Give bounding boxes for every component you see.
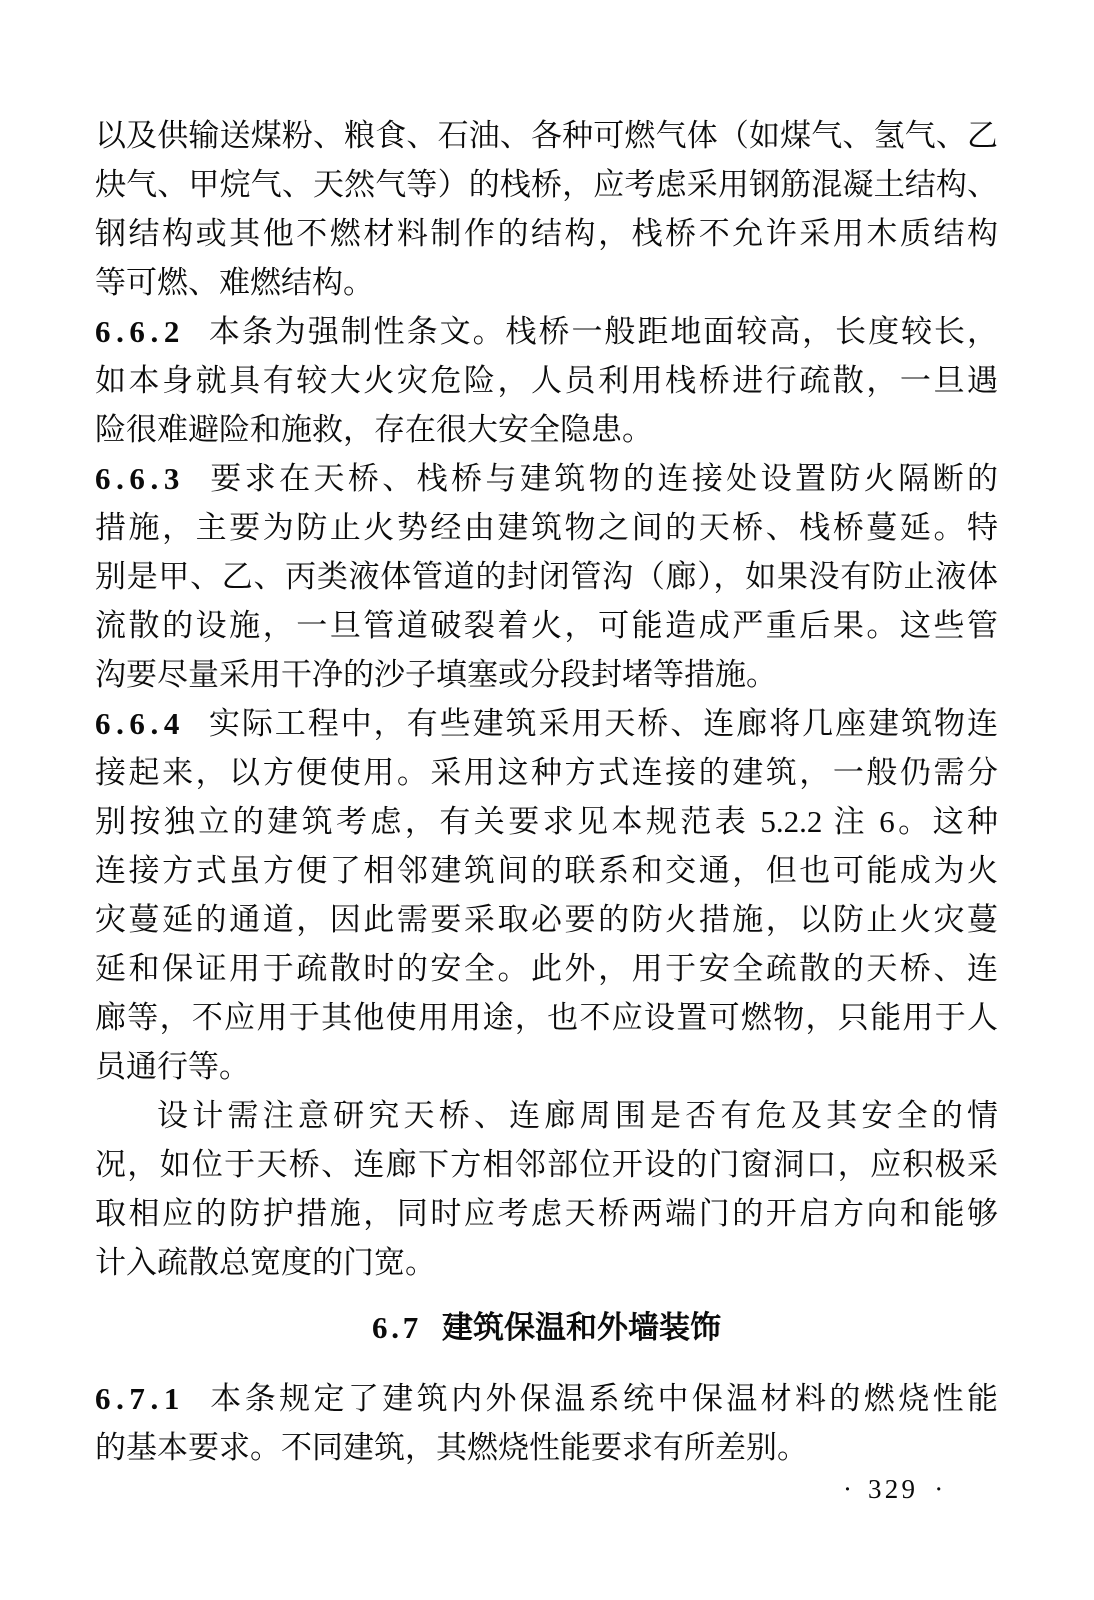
text-block <box>95 111 998 1472</box>
text-run: 建筑保温和外墙装饰 <box>441 1310 721 1345</box>
text-line: 计入疏散总宽度的门宽。 <box>95 1245 436 1280</box>
text-line: 以及供输送煤粉、粮食、石油、各种可燃气体（如煤气、氢气、乙 <box>95 118 998 153</box>
text-line: 措施，主要为防止火势经由建筑物之间的天桥、栈桥蔓延。特 <box>95 510 998 545</box>
text-line: 延和保证用于疏散时的安全。此外，用于安全疏散的天桥、连 <box>95 951 998 986</box>
text-line: 钢结构或其他不燃材料制作的结构，栈桥不允许采用木质结构 <box>95 216 998 251</box>
text-line: 的基本要求。不同建筑，其燃烧性能要求有所差别。 <box>95 1430 808 1465</box>
paragraph <box>95 307 998 454</box>
paragraph <box>95 1374 998 1472</box>
section-heading-line <box>95 1303 998 1352</box>
footer-dot-right: · <box>934 1474 944 1504</box>
clause-number: 6.7 <box>372 1310 422 1345</box>
clause-number: 6.6.4 <box>95 706 185 741</box>
text-line <box>95 307 998 356</box>
text-run: 本条为强制性条文。栈桥一般距地面较高，长度较长， <box>206 314 998 349</box>
text-run: 本条规定了建筑内外保温系统中保温材料的燃烧性能 <box>206 1381 998 1416</box>
page-footer <box>843 1472 943 1506</box>
text-line: 炔气、甲烷气、天然气等）的栈桥，应考虑采用钢筋混凝土结构、 <box>95 167 998 202</box>
text-line: 设计需注意研究天桥、连廊周围是否有危及其安全的情 <box>157 1098 998 1133</box>
text-line: 员通行等。 <box>95 1049 250 1084</box>
clause-number: 6.6.2 <box>95 314 185 349</box>
text-line: 如本身就具有较大火灾危险，人员利用栈桥进行疏散，一旦遇 <box>95 363 998 398</box>
text-line: 沟要尽量采用干净的沙子填塞或分段封堵等措施。 <box>95 657 777 692</box>
text-line: 取相应的防护措施，同时应考虑天桥两端门的开启方向和能够 <box>95 1196 998 1231</box>
section-heading <box>95 1303 998 1352</box>
text-line: 灾蔓延的通道，因此需要采取必要的防火措施，以防止火灾蔓 <box>95 902 998 937</box>
text-line: 流散的设施，一旦管道破裂着火，可能造成严重后果。这些管 <box>95 608 998 643</box>
paragraph <box>95 699 998 1091</box>
clause-number: 6.6.3 <box>95 461 185 496</box>
text-line: 险很难避险和施救，存在很大安全隐患。 <box>95 412 653 447</box>
text-line: 别是甲、乙、丙类液体管道的封闭管沟（廊），如果没有防止液体 <box>95 559 998 594</box>
text-line <box>95 1374 998 1423</box>
page-number: 329 <box>868 1474 919 1504</box>
text-line: 别按独立的建筑考虑，有关要求见本规范表 5.2.2 注 6。这种 <box>95 804 998 839</box>
clause-number: 6.7.1 <box>95 1381 185 1416</box>
text-line: 连接方式虽方便了相邻建筑间的联系和交通，但也可能成为火 <box>95 853 998 888</box>
text-run: 实际工程中，有些建筑采用天桥、连廊将几座建筑物连 <box>206 706 998 741</box>
text-line: 况，如位于天桥、连廊下方相邻部位开设的门窗洞口，应积极采 <box>95 1147 998 1182</box>
text-line <box>95 454 998 503</box>
text-run: 要求在天桥、栈桥与建筑物的连接处设置防火隔断的 <box>206 461 998 496</box>
text-line: 廊等，不应用于其他使用用途，也不应设置可燃物，只能用于人 <box>95 1000 998 1035</box>
paragraph <box>95 1091 998 1287</box>
paragraph <box>95 111 998 307</box>
footer-dot-left: · <box>843 1474 852 1504</box>
text-line: 接起来，以方便使用。采用这种方式连接的建筑，一般仍需分 <box>95 755 998 790</box>
text-line <box>95 699 998 748</box>
paragraph <box>95 454 998 699</box>
text-line: 等可燃、难燃结构。 <box>95 265 374 300</box>
